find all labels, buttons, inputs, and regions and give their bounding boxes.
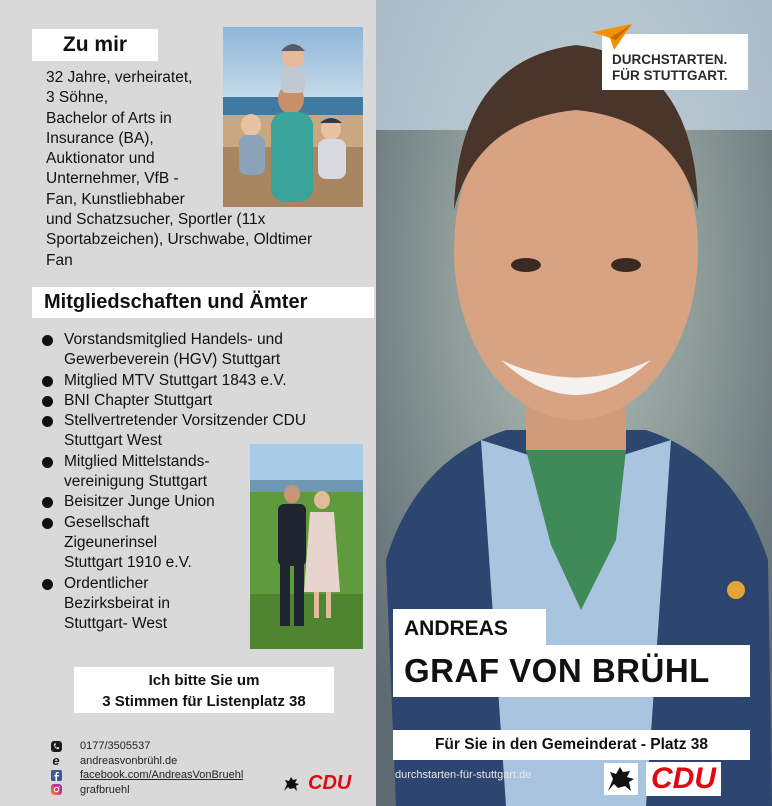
- web-icon: e: [52, 753, 60, 769]
- candidate-first-name: ANDREAS: [393, 609, 546, 645]
- contact-instagram[interactable]: grafbruehl: [50, 783, 290, 798]
- phone-icon: [50, 741, 62, 752]
- list-item: BNI Chapter Stuttgart: [40, 391, 330, 411]
- bio-line: Insurance (BA),: [46, 129, 154, 147]
- slogan-line-1: DURCHSTARTEN.: [612, 52, 728, 67]
- cdu-logo: CDU: [604, 762, 721, 796]
- list-item: Ordentlicher Bezirksbeirat in Stuttgart- West: [40, 574, 279, 635]
- list-item: Mitglied MTV Stuttgart 1843 e.V.: [40, 371, 330, 391]
- contact-phone: 0177/3505537: [50, 739, 290, 754]
- instagram-icon: [50, 784, 62, 795]
- bio-line: Bachelor of Arts in: [46, 109, 172, 127]
- bullet-icon: [42, 579, 53, 590]
- bio-line: 32 Jahre, verheiratet,: [46, 69, 193, 86]
- bullet-icon: [42, 396, 53, 407]
- bio-line: Unternehmer, VfB -: [46, 170, 179, 188]
- stuttgart-horse-icon: [604, 763, 638, 795]
- bullet-icon: [42, 457, 53, 468]
- bullet-icon: [42, 335, 53, 346]
- callout-line-2: 3 Stimmen für Listenplatz 38: [102, 693, 306, 710]
- slogan-line-2: FÜR STUTTGART.: [612, 68, 728, 83]
- bio-line: Sportabzeichen), Urschwabe, Oldtimer: [46, 231, 313, 249]
- paper-plane-icon: [590, 22, 634, 52]
- cdu-logo-small: CDU: [282, 772, 351, 795]
- bio-text: [46, 68, 366, 271]
- about-heading: Zu mir: [32, 29, 158, 61]
- list-item: Stellvertretender Vorsitzender CDU Stuttgart West: [40, 411, 330, 452]
- list-item: Mitglied Mittelstands- vereinigung Stuttgart: [40, 452, 279, 493]
- list-item: Gesellschaft Zigeunerinsel Stuttgart 1910 e.V.: [40, 513, 279, 574]
- bullet-icon: [42, 416, 53, 427]
- bio-line: Auktionator und: [46, 150, 155, 168]
- list-item: Beisitzer Junge Union: [40, 492, 279, 512]
- candidate-last-name: GRAF VON BRÜHL: [393, 645, 750, 697]
- bullet-icon: [42, 518, 53, 529]
- bio-line: Fan: [46, 251, 73, 269]
- facebook-icon: [50, 770, 62, 781]
- list-item: Vorstandsmitglied Handels- und Gewerbeverein (HGV) Stuttgart: [40, 330, 330, 371]
- bio-line: 3 Söhne,: [46, 89, 109, 107]
- vote-callout: [74, 667, 334, 713]
- callout-line-1: Ich bitte Sie um: [148, 672, 260, 689]
- bullet-icon: [42, 497, 53, 508]
- bio-line: Fan, Kunstliebhaber: [46, 190, 185, 208]
- contact-website[interactable]: e andreasvonbrühl.de: [50, 754, 290, 769]
- contact-facebook[interactable]: facebook.com/AndreasVonBruehl: [50, 768, 290, 783]
- election-tagline: Für Sie in den Gemeinderat - Platz 38: [393, 730, 750, 760]
- info-panel: [0, 0, 376, 806]
- campaign-logo: [602, 34, 748, 90]
- couple-photo: [250, 444, 363, 649]
- contact-list: [50, 739, 290, 797]
- memberships-heading: Mitgliedschaften und Ämter: [32, 287, 374, 318]
- bio-line: und Schatzsucher, Sportler (11x: [46, 211, 266, 229]
- stuttgart-horse-icon: [282, 775, 302, 793]
- bullet-icon: [42, 376, 53, 387]
- campaign-website[interactable]: durchstarten-für-stuttgart.de: [395, 769, 532, 781]
